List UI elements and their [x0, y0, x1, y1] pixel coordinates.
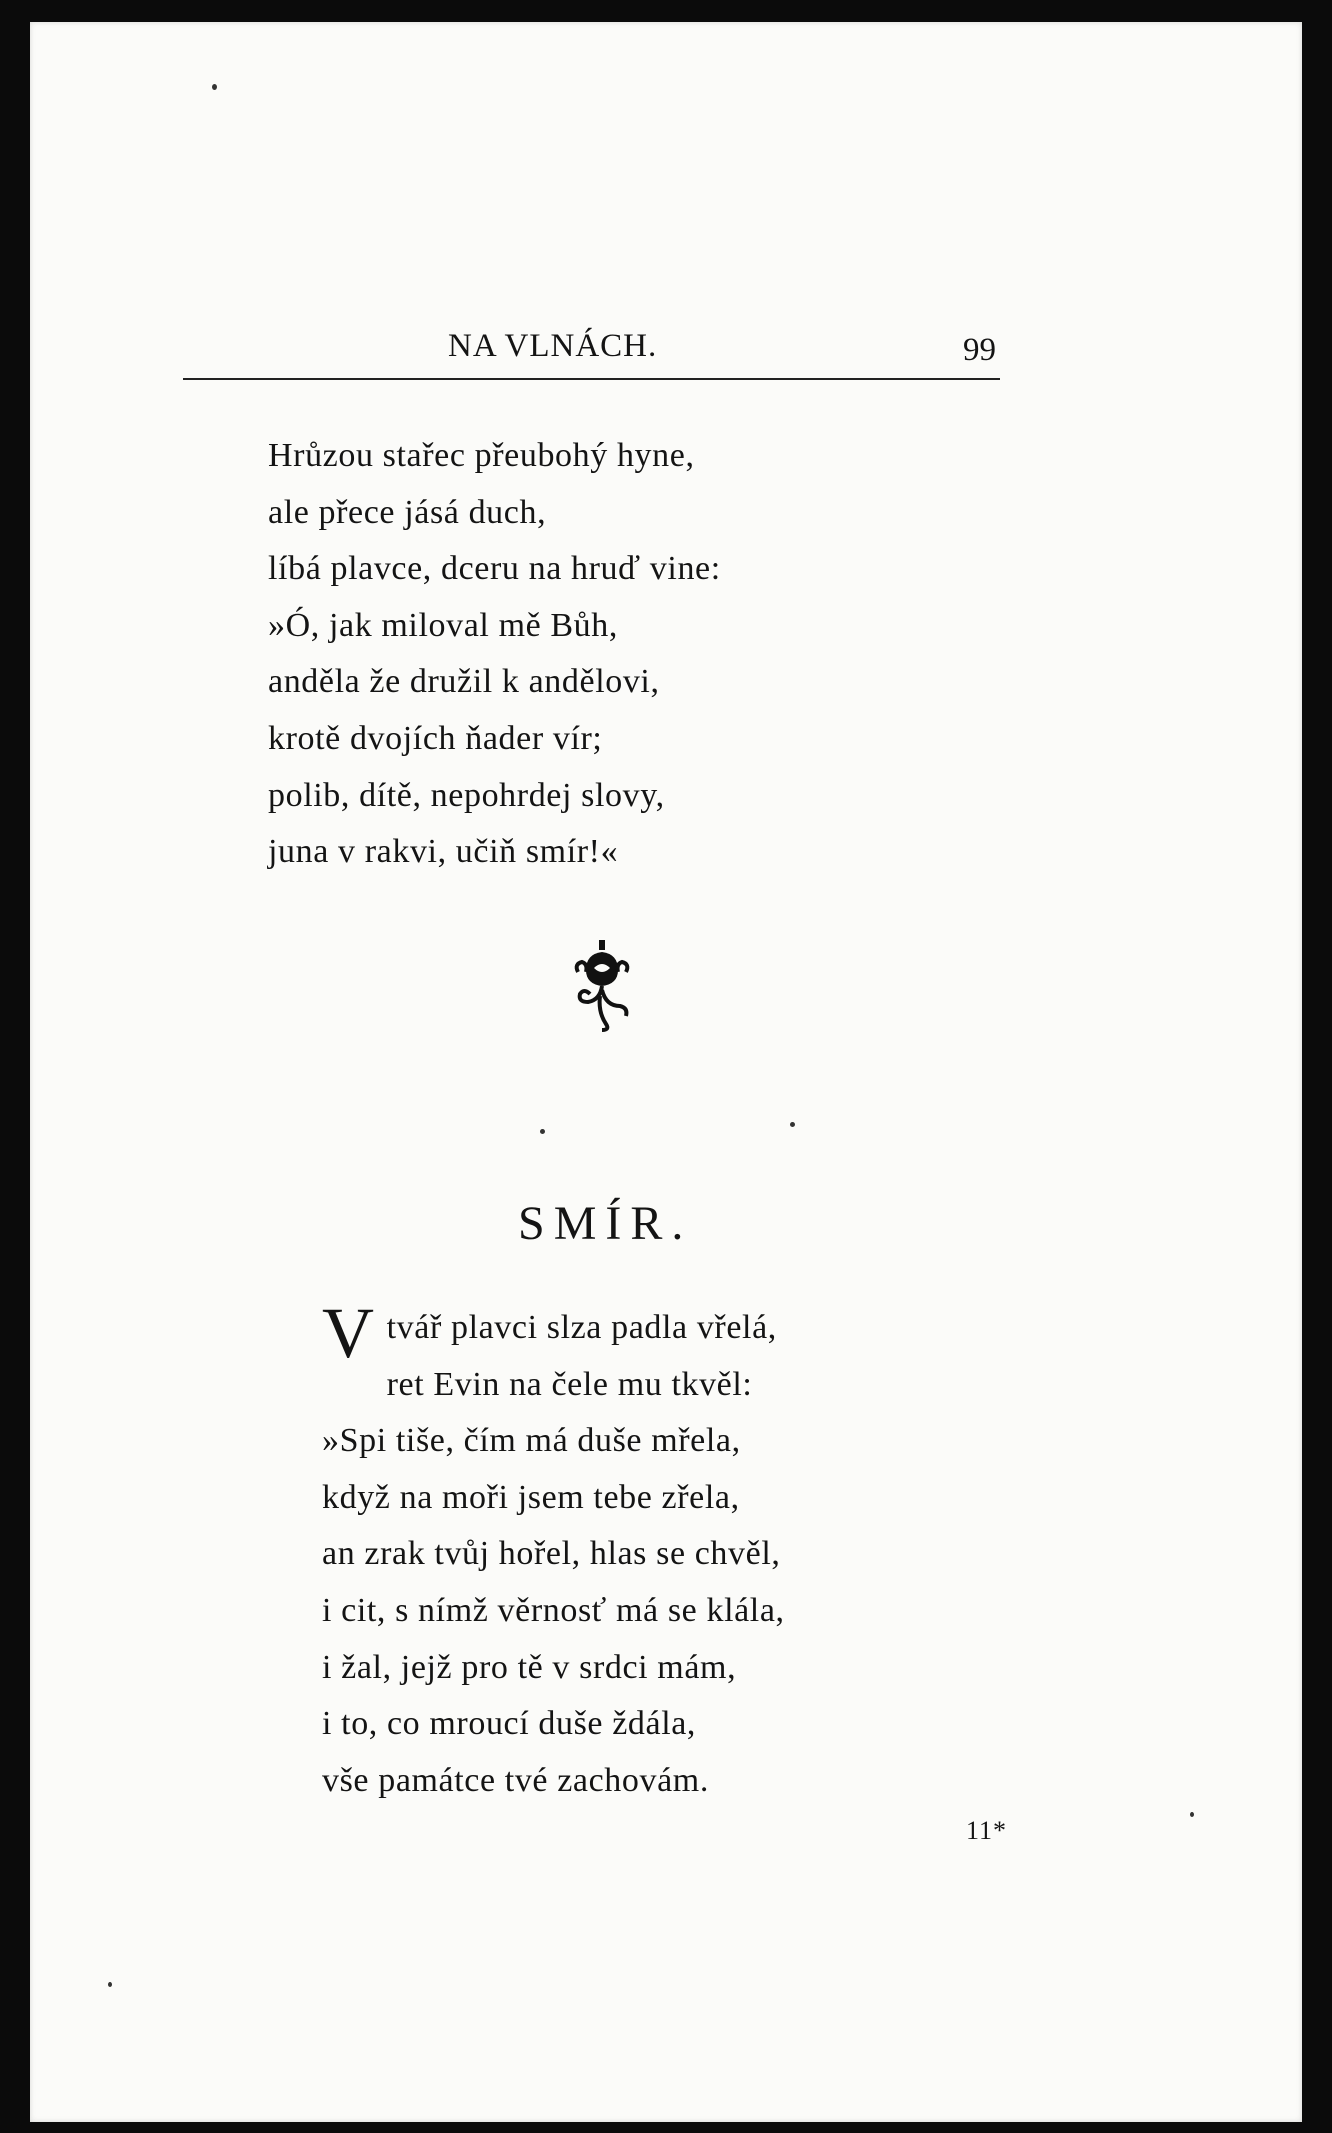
paper-speck [790, 1122, 795, 1127]
poem-line: ret Evin na čele mu tkvěl: [386, 1365, 753, 1403]
running-header [183, 318, 1000, 380]
signature-mark: 11* [966, 1816, 1008, 1845]
poem-line: Hrůzou stařec přeubohý hyne, [268, 437, 695, 474]
poem-line: i cit, s nímž věrnosť má se klála, [322, 1591, 785, 1629]
poem-stanza-1 [268, 428, 721, 881]
poem-line: an zrak tvůj hořel, hlas se chvěl, [322, 1535, 781, 1573]
paper-speck [212, 84, 217, 90]
poem-line: když na moři jsem tebe zřela, [322, 1478, 740, 1516]
poem-line: juna v rakvi, učiň smír!« [268, 833, 619, 871]
poem-stanza-2 [322, 1293, 785, 1809]
poem-line: anděla že družil k andělovi, [268, 663, 660, 701]
poem-line: vše památce tvé zachovám. [322, 1761, 709, 1799]
poem-line: »Ó, jak miloval mě Bůh, [268, 606, 618, 644]
poem-line: krotě dvojích ňader vír; [268, 719, 603, 757]
poem-line: »Spi tiše, čím má duše mřela, [322, 1422, 741, 1460]
poem-line: polib, dítě, nepohrdej slovy, [268, 776, 665, 814]
floral-fleuron-icon [572, 940, 632, 1032]
paper-speck [1190, 1812, 1194, 1817]
poem-line: i žal, jejž pro tě v srdci mám, [322, 1648, 737, 1686]
drop-cap: V [322, 1293, 375, 1373]
poem-line: ale přece jásá duch, [268, 493, 547, 531]
header-rule [183, 378, 1000, 380]
page-number: 99 [963, 332, 996, 368]
poem-line: líbá plavce, dceru na hruď vine: [268, 550, 721, 588]
paper-speck [108, 1982, 112, 1987]
paper-speck [540, 1129, 545, 1134]
section-title: SMÍR. [518, 1197, 693, 1250]
running-title: NA VLNÁCH. [448, 328, 658, 364]
poem-line: tvář plavci slza padla vřelá, [386, 1309, 777, 1346]
poem-line: i to, co mroucí duše ždála, [322, 1705, 697, 1743]
poem-first-line [322, 1293, 785, 1373]
